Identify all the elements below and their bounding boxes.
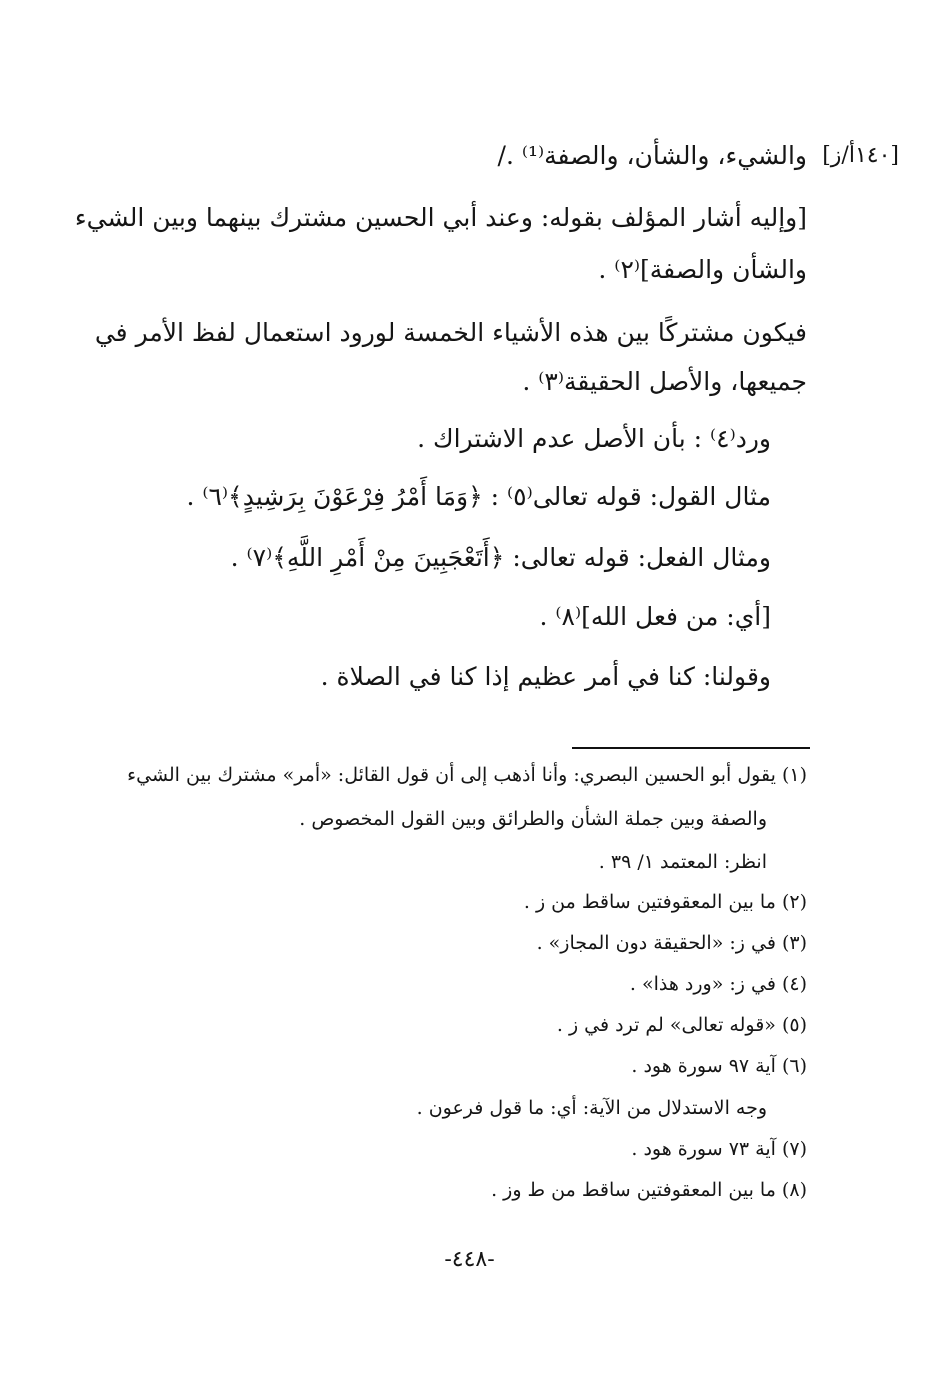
footnote-3: (٣) في ز: «الحقيقة دون المجاز» .	[536, 932, 807, 954]
body-line-7: مثال القول: قوله تعالى⁽٥⁾ : ﴿وَمَا أَمْرُ فِرْعَوْنَ بِرَشِيدٍ﴾⁽٦⁾ .	[186, 482, 771, 511]
footnote-6: (٦) آية ٩٧ سورة هود .	[631, 1055, 807, 1077]
body-line-2: [وإليه أشار المؤلف بقوله: وعند أبي الحسين مشترك بينهما وبين الشيء	[74, 203, 807, 232]
body-line-9: [أي: من فعل الله]⁽٨⁾ .	[539, 602, 771, 631]
body-line-8: ومثال الفعل: قوله تعالى: ﴿أَتَعْجَبِينَ مِنْ أَمْرِ اللَّهِ﴾⁽٧⁾ .	[230, 543, 771, 572]
footnote-4: (٤) في ز: «ورد هذا» .	[629, 973, 807, 995]
footnote-1-ref: انظر: المعتمد ١/ ٣٩ .	[598, 851, 767, 873]
body-line-10: وقولنا: كنا في أمر عظيم إذا كنا في الصلاة .	[320, 662, 771, 691]
body-line-4: فيكون مشتركًا بين هذه الأشياء الخمسة لورود استعمال لفظ الأمر في	[94, 318, 807, 347]
footnote-5: (٥) «قوله تعالى» لم ترد في ز .	[556, 1014, 807, 1036]
footnote-2: (٢) ما بين المعقوفتين ساقط من ز .	[523, 891, 807, 913]
body-line-6: ورد⁽٤⁾ : بأن الأصل عدم الاشتراك .	[417, 424, 771, 453]
footnote-7: (٧) آية ٧٣ سورة هود .	[631, 1138, 807, 1160]
footnote-separator	[572, 747, 810, 749]
footnote-8: (٨) ما بين المعقوفتين ساقط من ط وز .	[491, 1179, 807, 1201]
body-line-1: والشيء، والشأن، والصفة⁽¹⁾ ./	[497, 141, 807, 170]
footnote-1: (١) يقول أبو الحسين البصري: وأنا أذهب إلى أن قول القائل: «أمر» مشترك بين الشيء	[127, 764, 807, 786]
footnote-1-cont: والصفة وبين جملة الشأن والطرائق وبين القول المخصوص .	[299, 808, 767, 830]
footnote-6-cont: وجه الاستدلال من الآية: أي: ما قول فرعون .	[416, 1097, 767, 1119]
page-number: -٤٤٨-	[444, 1247, 495, 1272]
body-line-3: والشأن والصفة]⁽٢⁾ .	[598, 255, 807, 284]
page-marker: [١٤٠أ/ز]	[822, 143, 899, 168]
body-line-5: جميعها، والأصل الحقيقة⁽٣⁾ .	[522, 367, 807, 396]
